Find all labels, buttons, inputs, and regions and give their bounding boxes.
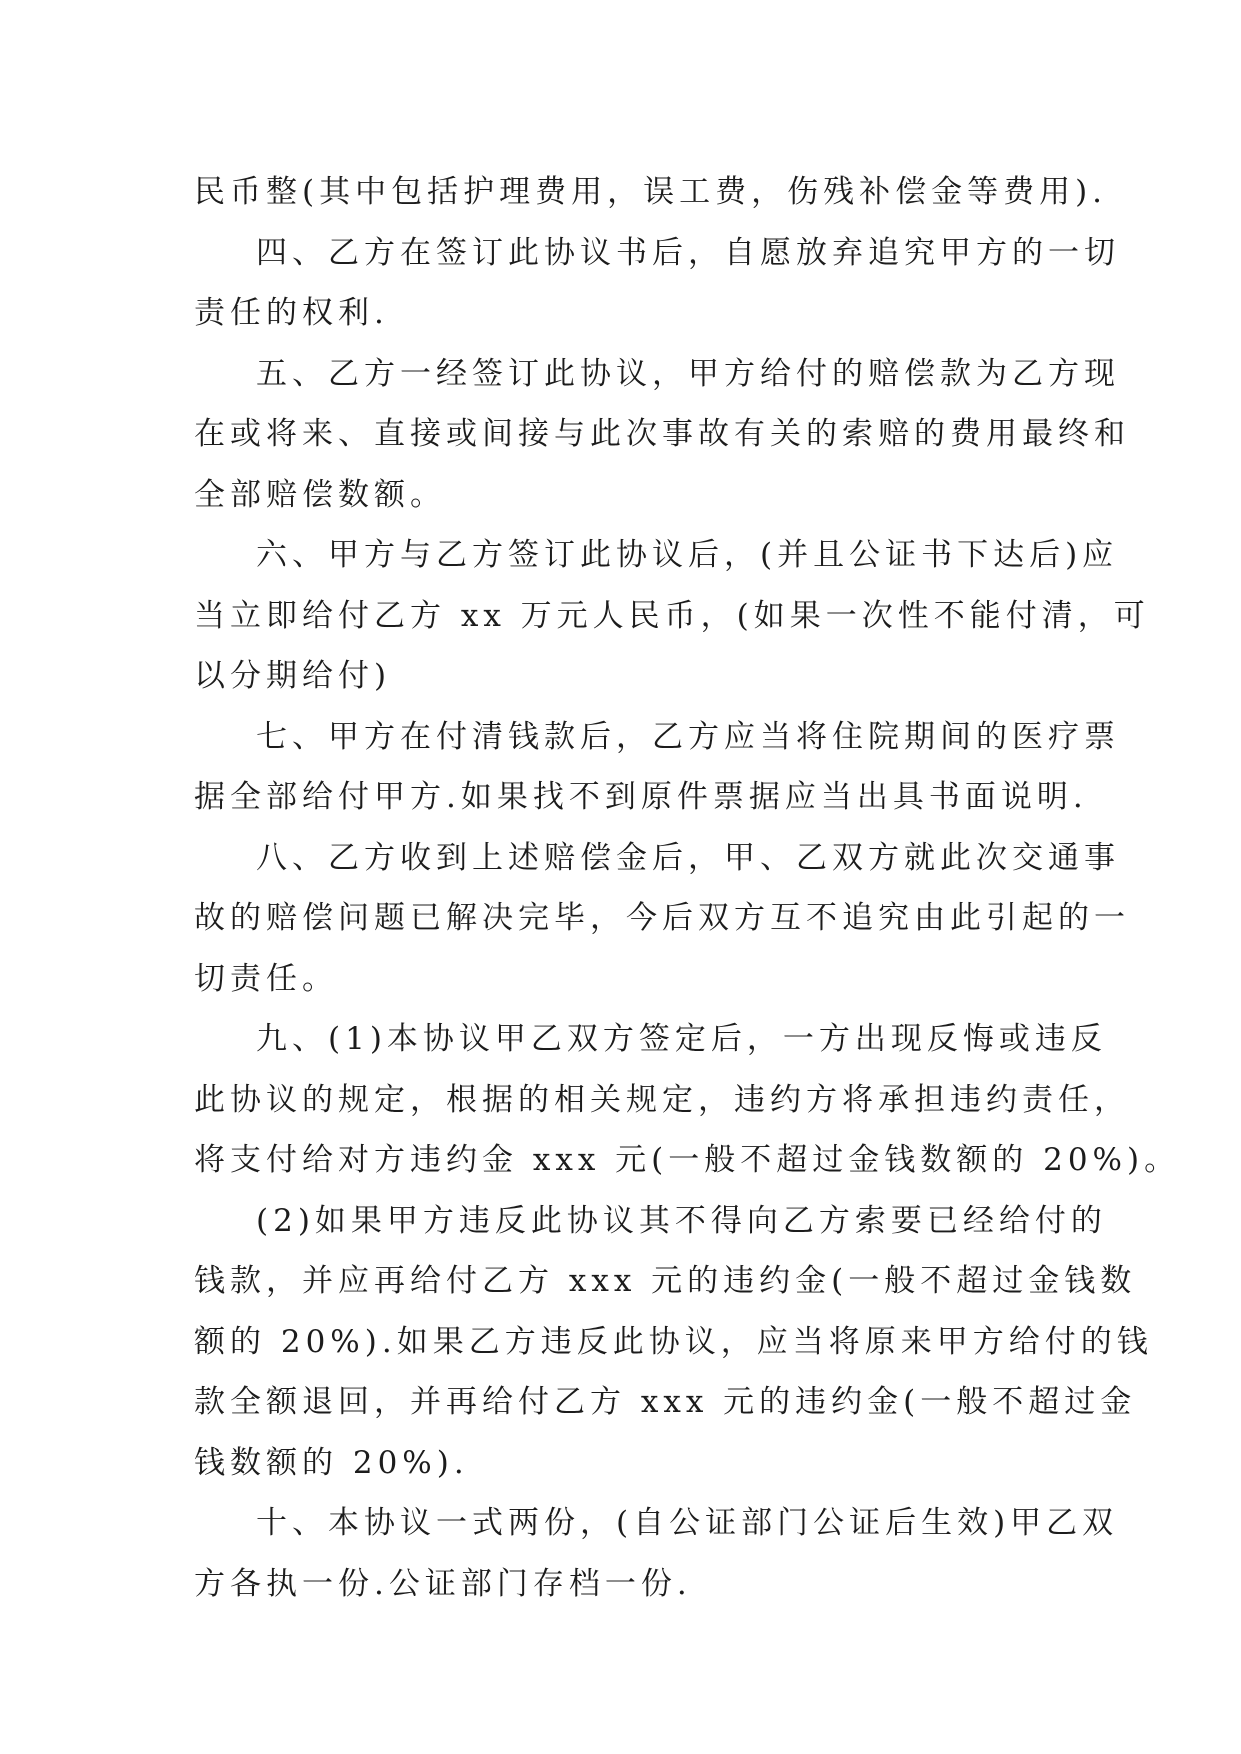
text-line: 故的赔偿问题已解决完毕，今后双方互不追究由此引起的一 [194, 900, 1130, 936]
text-line: 此协议的规定，根据的相关规定，违约方将承担违约责任， [194, 1081, 1130, 1118]
text-line: 责任的权利. [194, 295, 389, 331]
text-line: 钱数额的 20%). [194, 1444, 469, 1481]
clause-nine-sub-two-start: (2)如果甲方违反此协议其不得向乙方索要已经给付的 [256, 1202, 1107, 1239]
text-line: 以分期给付) [194, 658, 392, 694]
text-line: 据全部给付甲方.如果找不到原件票据应当出具书面说明. [194, 779, 1088, 815]
clause-four-start: 四、乙方在签订此协议书后，自愿放弃追究甲方的一切 [256, 234, 1120, 271]
clause-seven-start: 七、甲方在付清钱款后，乙方应当将住院期间的医疗票 [256, 718, 1120, 755]
clause-ten-start: 十、本协议一式两份，(自公证部门公证后生效)甲乙双 [256, 1505, 1119, 1541]
clause-nine-start: 九、(1)本协议甲乙双方签定后，一方出现反悔或违反 [256, 1021, 1107, 1057]
text-line: 切责任。 [194, 960, 338, 997]
text-line: 款全额退回，并再给付乙方 xxx 元的违约金(一般不超过金 [194, 1384, 1137, 1420]
text-line: 将支付给对方违约金 xxx 元(一般不超过金钱数额的 20%)。 [194, 1142, 1181, 1178]
text-line: 在或将来、直接或间接与此次事故有关的索赔的费用最终和 [194, 416, 1130, 452]
text-line: 钱款，并应再给付乙方 xxx 元的违约金(一般不超过金钱数 [194, 1263, 1137, 1299]
text-line: 当立即给付乙方 xx 万元人民币，(如果一次性不能付清，可 [194, 597, 1150, 634]
text-line: 额的 20%).如果乙方违反此协议，应当将原来甲方给付的钱 [194, 1323, 1153, 1360]
clause-eight-start: 八、乙方收到上述赔偿金后，甲、乙双方就此次交通事 [256, 839, 1120, 876]
clause-five-start: 五、乙方一经签订此协议，甲方给付的赔偿款为乙方现 [256, 355, 1120, 392]
text-line: 全部赔偿数额。 [194, 476, 446, 513]
clause-six-start: 六、甲方与乙方签订此协议后，(并且公证书下达后)应 [256, 537, 1119, 573]
agreement-text [194, 162, 1181, 1614]
text-line: 方各执一份.公证部门存档一份. [194, 1565, 692, 1602]
text-line: 民币整(其中包括护理费用，误工费，伤残补偿金等费用). [194, 174, 1108, 210]
